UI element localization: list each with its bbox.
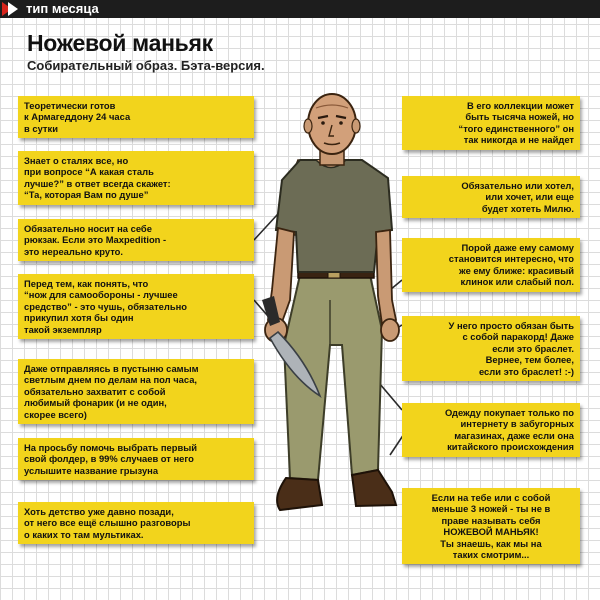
callout-flashlight: Даже отправляясь в пустыню самым светлым днем по делам на пол часа, обязательно захватит с собой любимый фонарик (и не один, скорее всего) <box>18 359 254 424</box>
callout-armageddon: Теоретически готов к Армагеддону 24 часа в сутки <box>18 96 254 138</box>
callout-clothes: Одежду покупает только по интернету в забугорных магазинах, даже если она китайского происхождения <box>402 403 580 457</box>
section-label: тип месяца <box>26 1 99 16</box>
callout-collection: В его коллекции может быть тысяча ножей, но “того единственного” он так никогда и не найдет <box>402 96 580 150</box>
callout-cartoons: Хоть детство уже давно позади, от него все ещё слышно разговоры о каких то там мультиках. <box>18 502 254 544</box>
callout-knife-maniac: Если на тебе или с собой меньше 3 ножей - ты не в праве называть себя НОЖЕВОЙ МАНЬЯК! Ты знаешь, как мы на таких смотрим... <box>402 488 580 564</box>
callout-steels: Знает о сталях все, но при вопросе “А какая сталь лучше?” в ответ всегда скажет: “Та, которая Вам по душе” <box>18 151 254 205</box>
callout-folder: На просьбу помочь выбрать первый свой фолдер, в 99% случаев от него услышите название грызуна <box>18 438 254 480</box>
boot-left <box>277 478 322 510</box>
callout-paracord: У него просто обязан быть с собой паракорд! Даже если это браслет. Вернее, тем более, если это браслет! :-) <box>402 316 580 381</box>
boot-right <box>352 470 396 506</box>
callout-backpack: Обязательно носит на себе рюкзак. Если это Maxpedition - это нереально круто. <box>18 219 254 261</box>
hand-right <box>381 319 399 341</box>
callout-mil: Обязательно или хотел, или хочет, или еще будет хотеть Милю. <box>402 176 580 218</box>
page-subtitle: Собирательный образ. Бэта-версия. <box>27 58 265 73</box>
arm-right <box>376 230 396 324</box>
callout-blade-or-women: Порой даже ему самому становится интересно, что же ему ближе: красивый клинок или слабый пол. <box>402 238 580 292</box>
page-title: Ножевой маньяк <box>27 30 213 56</box>
callout-self-defense: Перед тем, как понять, что “нож для самообороны - лучшее средство” - это чушь, обязательно прикупил хотя бы один такой экземпляр <box>18 274 254 339</box>
